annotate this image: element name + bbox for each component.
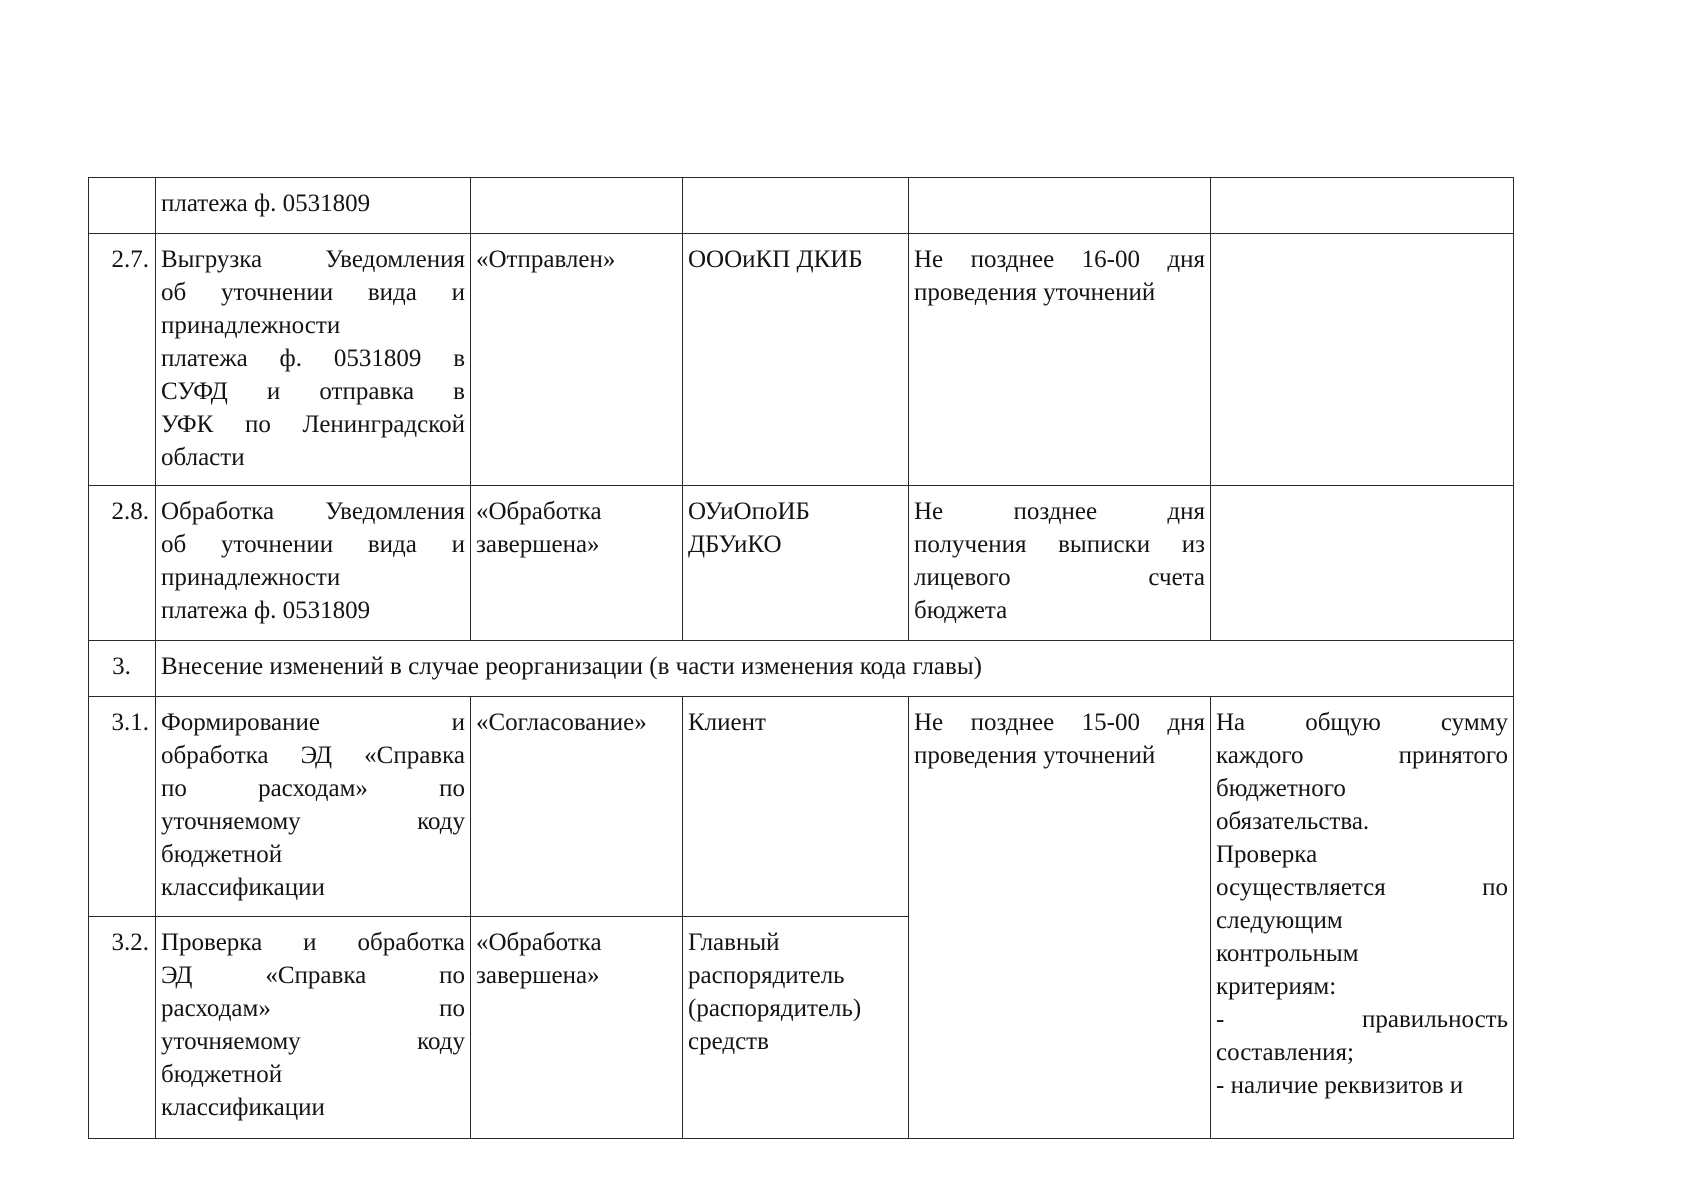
cell-line: Не позднее дня	[914, 498, 1205, 525]
cell-line: УФК по Ленинградской	[161, 411, 465, 438]
cell-line: Выгрузка Уведомления	[161, 246, 465, 273]
row-number	[89, 178, 156, 234]
cell-line: бюджетной	[161, 1061, 283, 1088]
cell-line: «Обработка	[476, 498, 602, 525]
cell-line: Не позднее 16-00 дня	[914, 246, 1205, 273]
cell-line: ДБУиКО	[688, 531, 782, 558]
deadline-cell	[909, 178, 1211, 234]
executor-cell	[683, 917, 909, 1139]
cell-line: - наличие реквизитов и	[1216, 1072, 1464, 1099]
deadline-cell	[909, 486, 1211, 641]
deadline-cell	[909, 234, 1211, 486]
section-number: 3.	[89, 641, 156, 697]
cell-line: получения выписки из	[914, 531, 1205, 558]
status-cell	[471, 917, 683, 1139]
cell-line: об уточнении вида и	[161, 531, 465, 558]
cell-line: платежа ф. 0531809 в	[161, 345, 465, 372]
cell-line: расходам» по	[161, 995, 465, 1022]
cell-line: «Согласование»	[476, 709, 647, 736]
executor-cell	[683, 697, 909, 917]
cell-line: обработка ЭД «Справка	[161, 742, 465, 769]
cell-line: завершена»	[476, 962, 600, 989]
cell-line: критериям:	[1216, 973, 1337, 1000]
cell-line: средств	[688, 1028, 769, 1055]
action-cell	[156, 178, 471, 234]
cell-line: составления;	[1216, 1039, 1354, 1066]
deadline-cell	[909, 697, 1211, 1139]
cell-line: СУФД и отправка в	[161, 378, 465, 405]
cell-line: ОООиКП ДКИБ	[688, 246, 863, 273]
status-cell	[471, 178, 683, 234]
note-cell	[1211, 178, 1514, 234]
action-cell	[156, 234, 471, 486]
cell-line: завершена»	[476, 531, 600, 558]
row-number: 2.7.	[89, 234, 156, 486]
cell-line: Формирование и	[161, 709, 465, 736]
document-table	[88, 177, 1514, 1139]
cell-line: по расходам» по	[161, 775, 465, 802]
cell-line: «Отправлен»	[476, 246, 616, 273]
cell-line: ОУиОпоИБ	[688, 498, 810, 525]
cell-line: (распорядитель)	[688, 995, 862, 1022]
cell-line: бюджетного	[1216, 775, 1346, 802]
cell-line: На общую сумму	[1216, 709, 1508, 736]
cell-line: осуществляется по	[1216, 874, 1508, 901]
executor-cell	[683, 234, 909, 486]
cell-line: Проверка и обработка	[161, 929, 465, 956]
cell-line: - правильность	[1216, 1006, 1508, 1033]
action-cell	[156, 486, 471, 641]
cell-line: проведения уточнений	[914, 742, 1156, 769]
note-cell	[1211, 486, 1514, 641]
cell-line: бюджета	[914, 597, 1008, 624]
cell-line: каждого принятого	[1216, 742, 1508, 769]
executor-cell	[683, 178, 909, 234]
cell-line: платежа ф. 0531809	[161, 190, 371, 217]
cell-line: принадлежности	[161, 312, 341, 339]
row-number: 3.2.	[89, 917, 156, 1139]
cell-line: бюджетной	[161, 841, 283, 868]
cell-line: ЭД «Справка по	[161, 962, 465, 989]
table-row	[89, 486, 1514, 641]
cell-line: следующим	[1216, 907, 1343, 934]
cell-line: классификации	[161, 1094, 325, 1121]
cell-line: распорядитель	[688, 962, 845, 989]
executor-cell	[683, 486, 909, 641]
table-row	[89, 178, 1514, 234]
row-number: 3.1.	[89, 697, 156, 917]
section-row	[89, 641, 1514, 697]
cell-line: об уточнении вида и	[161, 279, 465, 306]
action-cell	[156, 697, 471, 917]
cell-line: классификации	[161, 874, 325, 901]
note-cell	[1211, 234, 1514, 486]
cell-line: «Обработка	[476, 929, 602, 956]
cell-line: уточняемому коду	[161, 808, 465, 835]
cell-line: Главный	[688, 929, 780, 956]
section-title: Внесение изменений в случае реорганизации (в части изменения кода главы)	[156, 641, 1514, 697]
table-row	[89, 697, 1514, 917]
action-cell	[156, 917, 471, 1139]
cell-line: уточняемому коду	[161, 1028, 465, 1055]
cell-line: лицевого счета	[914, 564, 1205, 591]
status-cell	[471, 234, 683, 486]
row-number: 2.8.	[89, 486, 156, 641]
cell-line: Проверка	[1216, 841, 1318, 868]
cell-line: проведения уточнений	[914, 279, 1156, 306]
cell-line: области	[161, 444, 245, 471]
note-cell	[1211, 697, 1514, 1139]
cell-line: принадлежности	[161, 564, 341, 591]
table-row	[89, 234, 1514, 486]
cell-line: контрольным	[1216, 940, 1359, 967]
cell-line: Клиент	[688, 709, 766, 736]
cell-line: Обработка Уведомления	[161, 498, 465, 525]
status-cell	[471, 697, 683, 917]
cell-line: Не позднее 15-00 дня	[914, 709, 1205, 736]
cell-line: платежа ф. 0531809	[161, 597, 371, 624]
status-cell	[471, 486, 683, 641]
cell-line: обязательства.	[1216, 808, 1370, 835]
